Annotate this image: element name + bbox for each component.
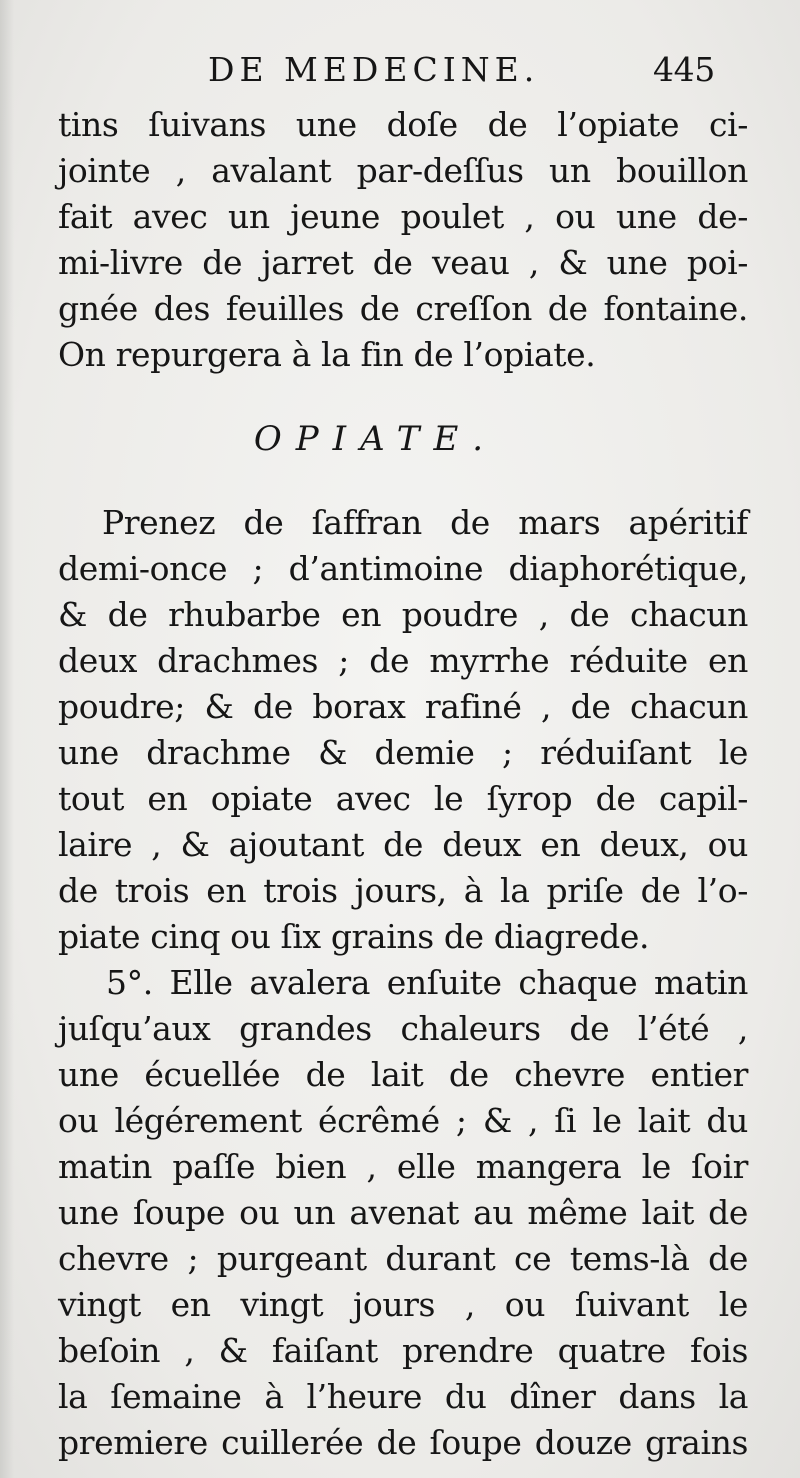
text-line: tout en opiate avec le ſyrop de capil- <box>58 779 748 818</box>
paragraph-continuation <box>58 102 748 378</box>
text-line: laire , & ajoutant de deux en deux, ou <box>58 825 748 864</box>
text-line: de trois en trois jours, à la priſe de l’o- <box>58 871 748 910</box>
text-line: gnée des feuilles de creſſon de fontaine. <box>58 289 748 328</box>
text-line: Prenez de ſaffran de mars apéritif <box>102 503 748 542</box>
page-header <box>58 40 748 102</box>
text-line: fait avec un jeune poulet , ou une de- <box>58 197 748 236</box>
text-line: piate cinq ou ſix grains de diagrede. <box>58 917 650 956</box>
text-line: matin paſſe bien , elle mangera le ſoir <box>58 1147 748 1186</box>
text-line: ou légérement écrêmé ; & , ſi le lait du <box>58 1101 748 1140</box>
text-line: jointe , avalant par-deſſus un bouillon <box>58 151 748 190</box>
running-head: DE MEDECINE. <box>208 50 540 89</box>
text-line: une ſoupe ou un avenat au même lait de <box>58 1193 748 1232</box>
text-line: deux drachmes ; de myrrhe réduite en <box>58 641 748 680</box>
text-line: poudre; & de borax rafiné , de chacun <box>58 687 748 726</box>
text-line: mi-livre de jarret de veau , & une poi- <box>58 243 748 282</box>
text-line: une drachme & demie ; réduiſant le <box>58 733 748 772</box>
text-line: une écuellée de lait de chevre entier <box>58 1055 748 1094</box>
text-line: la ſemaine à l’heure du dîner dans la <box>58 1377 748 1416</box>
section-heading: OPIATE. <box>253 419 498 459</box>
text-line: tins ſuivans une doſe de l’opiate ci- <box>58 105 748 144</box>
text-line: premiere cuillerée de ſoupe douze grains <box>58 1423 748 1462</box>
page-text <box>58 40 748 1466</box>
page-gutter-shadow <box>0 0 14 1478</box>
text-line: On repurgera à la fin de l’opiate. <box>58 335 596 374</box>
text-line: demi-once ; d’antimoine diaphorétique, <box>58 549 748 588</box>
text-line: beſoin , & faiſant prendre quatre fois <box>58 1331 748 1370</box>
paragraph-opiate <box>58 500 748 960</box>
text-line: chevre ; purgeant durant ce tems-là de <box>58 1239 748 1278</box>
page-number: 445 <box>653 50 715 89</box>
text-line: 5°. Elle avalera enſuite chaque matin <box>106 963 748 1002</box>
text-line: & de rhubarbe en poudre , de chacun <box>58 595 748 634</box>
text-line: vingt en vingt jours , ou ſuivant le <box>58 1285 748 1324</box>
paragraph-section-5 <box>58 960 748 1466</box>
text-line: juſqu’aux grandes chaleurs de l’été , <box>58 1009 748 1048</box>
